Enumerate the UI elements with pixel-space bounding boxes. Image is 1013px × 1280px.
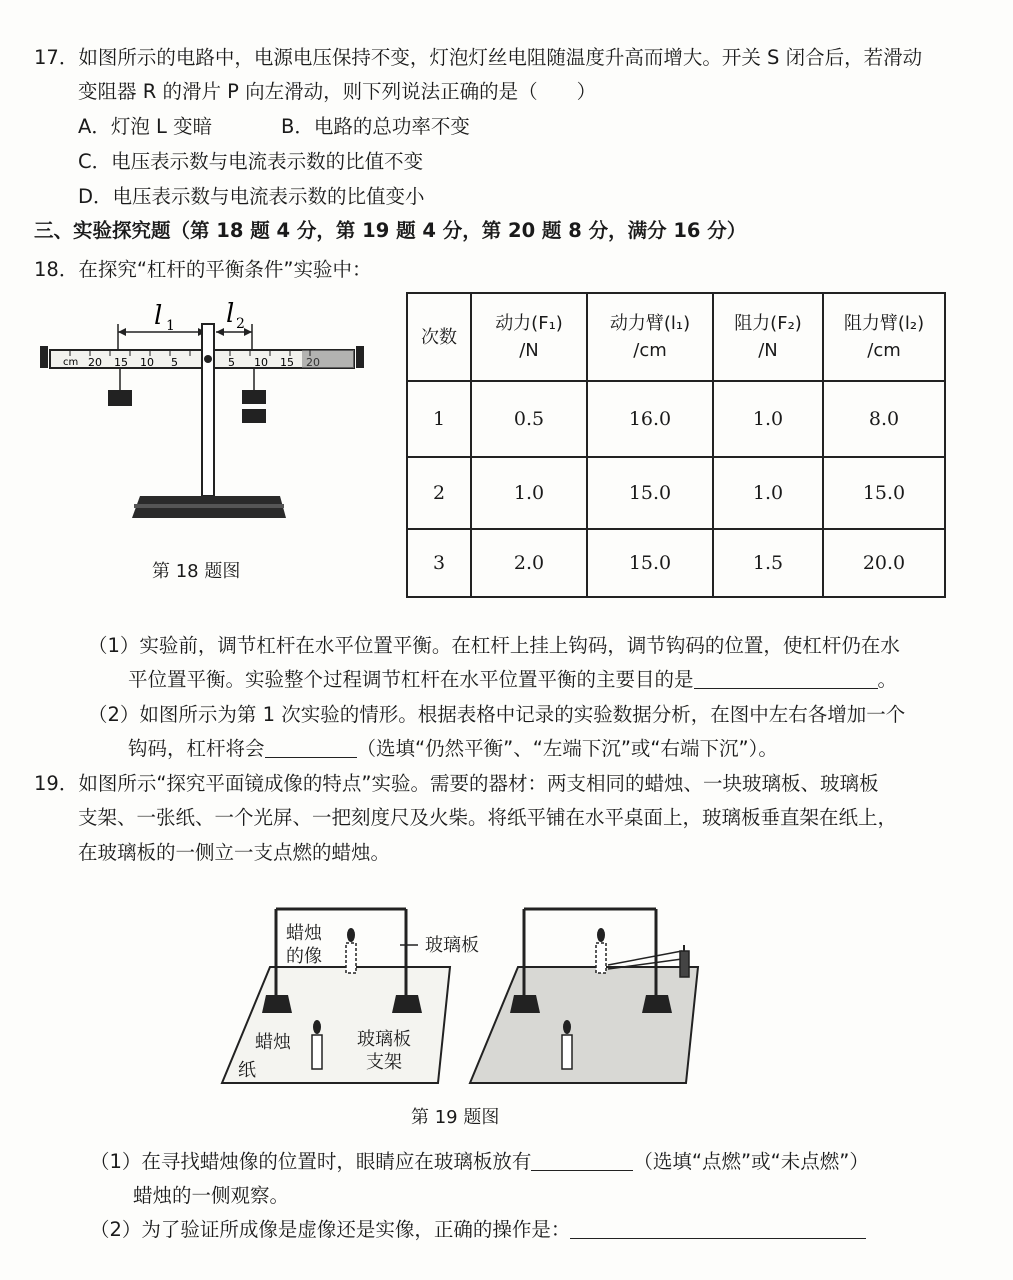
- table-cell: 8.0: [823, 381, 945, 457]
- q19-part2-text: （2）为了验证所成像是虚像还是实像，正确的操作是：: [90, 1218, 571, 1241]
- l1-subscript: 1: [166, 318, 175, 334]
- table-header-cell: [823, 293, 945, 381]
- left-hook-weight: [108, 390, 132, 406]
- ruler-right-5: 5: [228, 356, 235, 369]
- ruler-left-5: 5: [171, 356, 178, 369]
- label-candle-image-1: 蜡烛: [286, 923, 322, 944]
- table-cell: 1.0: [471, 457, 587, 529]
- unlit-candle: [680, 951, 689, 977]
- q18-part1-line1: （1）实验前，调节杠杆在水平位置平衡。在杠杆上挂上钩码，调节钩码的位置，使杠杆仍在水: [88, 634, 900, 657]
- candle-image: [346, 943, 356, 973]
- q19-part1-text-a: （1）在寻找蜡烛像的位置时，眼睛应在玻璃板放有: [90, 1150, 532, 1173]
- table-cell: 20.0: [823, 529, 945, 597]
- header-f2-label: 阻力(F₂): [734, 313, 802, 334]
- table-cell: 15.0: [823, 457, 945, 529]
- header-l2-unit: /cm: [867, 340, 901, 361]
- table-cell: 1: [407, 381, 471, 457]
- table-cell: 15.0: [587, 457, 713, 529]
- l1-label: l: [154, 301, 163, 331]
- ruler-right-15: 15: [280, 356, 294, 369]
- q17-stem-line1: 17．如图所示的电路中，电源电压保持不变，灯泡灯丝电阻随温度升高而增大。开关 S 闭合后，若滑动: [34, 46, 923, 69]
- q19-stem-line3: 在玻璃板的一侧立一支点燃的蜡烛。: [78, 841, 391, 864]
- q19-part1-answer-blank[interactable]: [531, 1150, 633, 1171]
- q18-part2-text-a: 钩码，杠杆将会: [128, 737, 265, 760]
- table-row: [407, 457, 945, 529]
- q18-part1-text: 平位置平衡。实验整个过程调节杠杆在水平位置平衡的主要目的是: [128, 668, 694, 691]
- label-glass-holder: [357, 1028, 411, 1075]
- table-cell: 2.0: [471, 529, 587, 597]
- q19-stem-line1: 19．如图所示“探究平面镜成像的特点”实验。需要的器材：两支相同的蜡烛、一块玻璃板、玻璃板: [34, 772, 879, 795]
- table-header-cell: [713, 293, 823, 381]
- q17-option-b: B．电路的总功率不变: [281, 115, 470, 138]
- q17-option-a: A．灯泡 L 变暗: [78, 115, 213, 138]
- header-f1-label: 动力(F₁): [495, 313, 563, 334]
- lit-candle-flame: [313, 1020, 321, 1034]
- section-3-heading: 三、实验探究题（第 18 题 4 分，第 19 题 4 分，第 20 题 8 分，满分 16 分）: [34, 219, 747, 242]
- q18-title: 18．在探究“杠杆的平衡条件”实验中：: [34, 258, 372, 281]
- lever-figure: [30, 292, 390, 522]
- table-cell: 2: [407, 457, 471, 529]
- q19-figure-caption: 第 19 题图: [411, 1107, 500, 1128]
- sight-line: [608, 951, 682, 965]
- q19-part2-answer-blank[interactable]: [570, 1218, 866, 1239]
- q18-part1-period: 。: [877, 668, 898, 691]
- right-hook-weight-2: [242, 409, 266, 423]
- q18-figure-caption: 第 18 题图: [152, 561, 241, 582]
- table-row: [407, 529, 945, 597]
- header-l1-unit: /cm: [633, 340, 667, 361]
- lever-stand: [202, 324, 214, 496]
- ruler-left-20: 20: [88, 356, 102, 369]
- lit-candle: [312, 1035, 322, 1069]
- table-cell: 16.0: [587, 381, 713, 457]
- q18-part1-line2: [128, 668, 897, 691]
- candle-image-right: [596, 943, 606, 973]
- glass-holder-right: [392, 995, 422, 1013]
- paper-sheet-right: [470, 967, 698, 1083]
- label-glass-holder-2: 支架: [366, 1052, 402, 1074]
- pivot: [204, 355, 212, 363]
- l2-subscript: 2: [236, 316, 245, 332]
- q18-part2-line1: （2）如图所示为第 1 次实验的情形。根据表格中记录的实验数据分析，在图中左右各增加一个: [88, 703, 906, 726]
- table-cell: 1.0: [713, 457, 823, 529]
- table-cell: 3: [407, 529, 471, 597]
- q17-option-c: C．电压表示数与电流表示数的比值不变: [78, 150, 424, 173]
- table-header-cell: [471, 293, 587, 381]
- q18-data-table: [406, 292, 946, 598]
- table-row: [407, 381, 945, 457]
- label-candle-image-2: 的像: [286, 946, 322, 968]
- label-candle: 蜡烛: [255, 1032, 291, 1053]
- q18-part2-line2: [128, 737, 778, 760]
- header-trial-label: 次数: [421, 326, 457, 348]
- header-f2-unit: /N: [758, 340, 778, 361]
- right-hook-weight-1: [242, 390, 266, 404]
- label-paper: 纸: [238, 1060, 256, 1081]
- q18-part2-text-b: （选填“仍然平衡”、“左端下沉”或“右端下沉”）。: [356, 737, 778, 760]
- glass-holder-left: [262, 995, 292, 1013]
- candle-image-flame: [347, 928, 355, 942]
- table-header-cell: [587, 293, 713, 381]
- q19-part1-line1: [90, 1150, 869, 1173]
- q19-part1-line2: 蜡烛的一侧观察。: [133, 1184, 290, 1207]
- label-candle-image: [286, 922, 322, 969]
- q18-part2-answer-blank[interactable]: [265, 737, 357, 758]
- table-cell: 0.5: [471, 381, 587, 457]
- q19-stem-line2: 支架、一张纸、一个光屏、一把刻度尺及火柴。将纸平铺在水平桌面上，玻璃板垂直架在纸上，: [78, 806, 898, 829]
- lit-candle-right: [562, 1035, 572, 1069]
- ruler-right-10: 10: [254, 356, 268, 369]
- table-cell: 1.0: [713, 381, 823, 457]
- q17-stem-line2: 变阻器 R 的滑片 P 向左滑动，则下列说法正确的是（ ）: [78, 80, 597, 103]
- label-glass-plate: 玻璃板: [425, 935, 479, 956]
- q18-part1-answer-blank[interactable]: [694, 668, 878, 689]
- header-l1-label: 动力臂(l₁): [609, 313, 691, 334]
- ruler-right-20: 20: [306, 356, 320, 369]
- table-cell: 1.5: [713, 529, 823, 597]
- header-l2-label: 阻力臂(l₂): [843, 313, 925, 334]
- q17-option-d: D．电压表示数与电流表示数的比值变小: [78, 185, 425, 208]
- ruler-left-15: 15: [114, 356, 128, 369]
- table-header-cell: [407, 293, 471, 381]
- ruler-left-10: 10: [140, 356, 154, 369]
- table-cell: 15.0: [587, 529, 713, 597]
- ruler-unit: cm: [63, 357, 79, 368]
- label-glass-holder-1: 玻璃板: [357, 1029, 411, 1050]
- q19-part1-text-b: （选填“点燃”或“未点燃”）: [633, 1150, 869, 1173]
- header-f1-unit: /N: [519, 340, 539, 361]
- paper-sheet-left: [222, 967, 450, 1083]
- q19-part2: [90, 1218, 866, 1241]
- l2-label: l: [226, 299, 235, 329]
